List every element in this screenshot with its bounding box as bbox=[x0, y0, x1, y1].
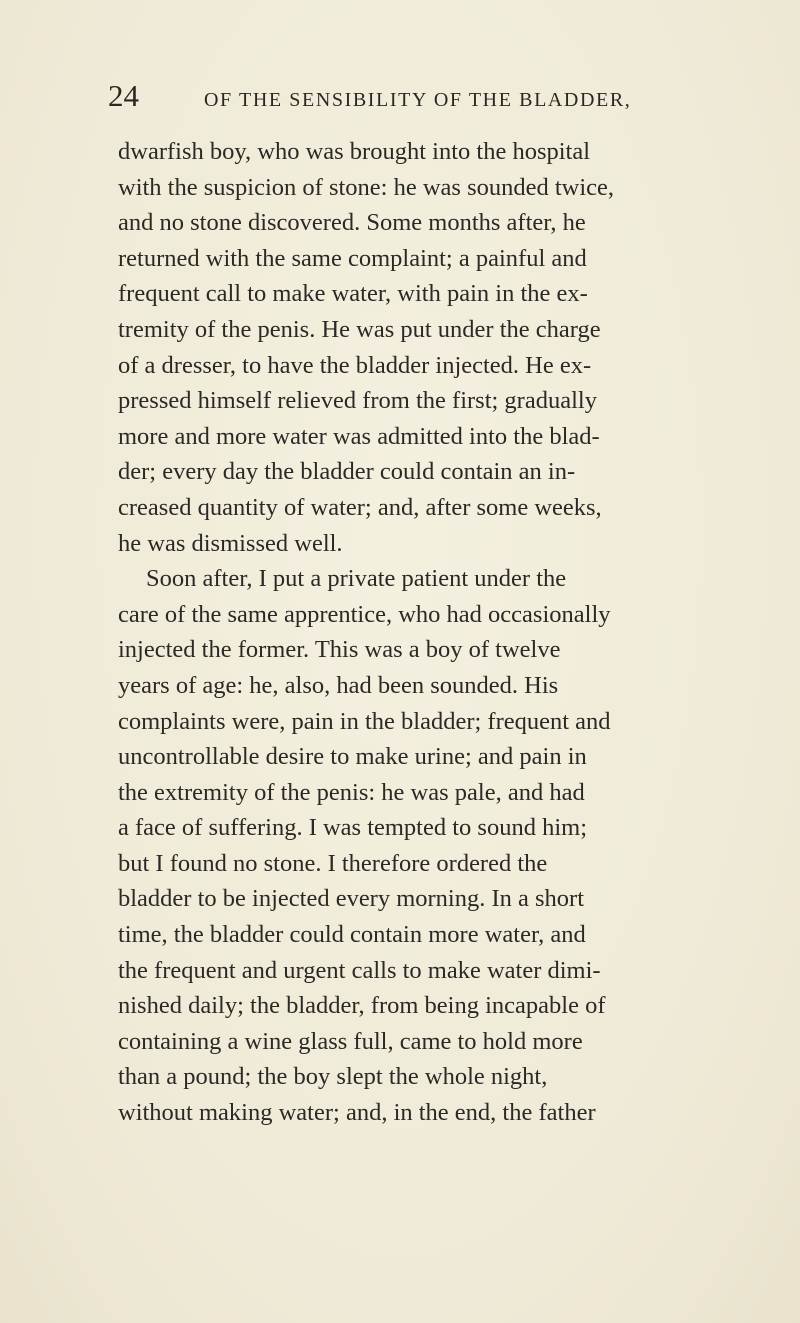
text-line: with the suspicion of stone: he was sounded twice, bbox=[118, 173, 615, 201]
text-line: the extremity of the penis: he was pale, and had bbox=[118, 778, 585, 806]
text-line: time, the bladder could contain more water, and bbox=[118, 921, 586, 949]
text-line: pressed himself relieved from the first; gradually bbox=[118, 387, 597, 415]
text-line: bladder to be injected every morning. In a short bbox=[118, 885, 585, 913]
running-head: OF THE SENSIBILITY OF THE BLADDER, bbox=[204, 89, 632, 111]
text-line: care of the same apprentice, who had occasionally bbox=[118, 600, 611, 628]
text-line: the frequent and urgent calls to make water dimi- bbox=[118, 956, 601, 984]
text-line: but I found no stone. I therefore ordered the bbox=[118, 849, 548, 877]
text-line: injected the former. This was a boy of twelve bbox=[118, 636, 561, 664]
text-line: dwarfish boy, who was brought into the hospital bbox=[118, 138, 591, 165]
text-line: frequent call to make water, with pain in the ex- bbox=[118, 280, 588, 308]
paragraph-start-line: Soon after, I put a private patient under the bbox=[146, 565, 567, 593]
text-line: more and more water was admitted into the blad- bbox=[118, 422, 600, 450]
text-line: nished daily; the bladder, from being incapable of bbox=[118, 992, 606, 1020]
text-line: uncontrollable desire to make urine; and pain in bbox=[118, 743, 587, 771]
text-line: and no stone discovered. Some months after, he bbox=[118, 209, 586, 237]
text-line: years of age: he, also, had been sounded. His bbox=[118, 671, 559, 699]
text-line: a face of suffering. I was tempted to sound him; bbox=[118, 814, 588, 842]
text-line: of a dresser, to have the bladder injected. He ex- bbox=[118, 351, 592, 379]
text-line: complaints were, pain in the bladder; frequent and bbox=[118, 707, 611, 735]
text-line: than a pound; the boy slept the whole night, bbox=[118, 1063, 548, 1091]
text-line: containing a wine glass full, came to hold more bbox=[118, 1027, 583, 1055]
page-number: 24 bbox=[108, 78, 139, 113]
body-text bbox=[118, 134, 728, 1131]
text-line: returned with the same complaint; a painful and bbox=[118, 244, 587, 272]
text-line: without making water; and, in the end, the father bbox=[118, 1099, 596, 1127]
text-line: he was dismissed well. bbox=[118, 529, 343, 557]
page-header bbox=[108, 78, 708, 118]
text-line: creased quantity of water; and, after some weeks, bbox=[118, 493, 602, 521]
text-line: der; every day the bladder could contain an in- bbox=[118, 458, 576, 486]
text-line: tremity of the penis. He was put under the charge bbox=[118, 315, 601, 343]
